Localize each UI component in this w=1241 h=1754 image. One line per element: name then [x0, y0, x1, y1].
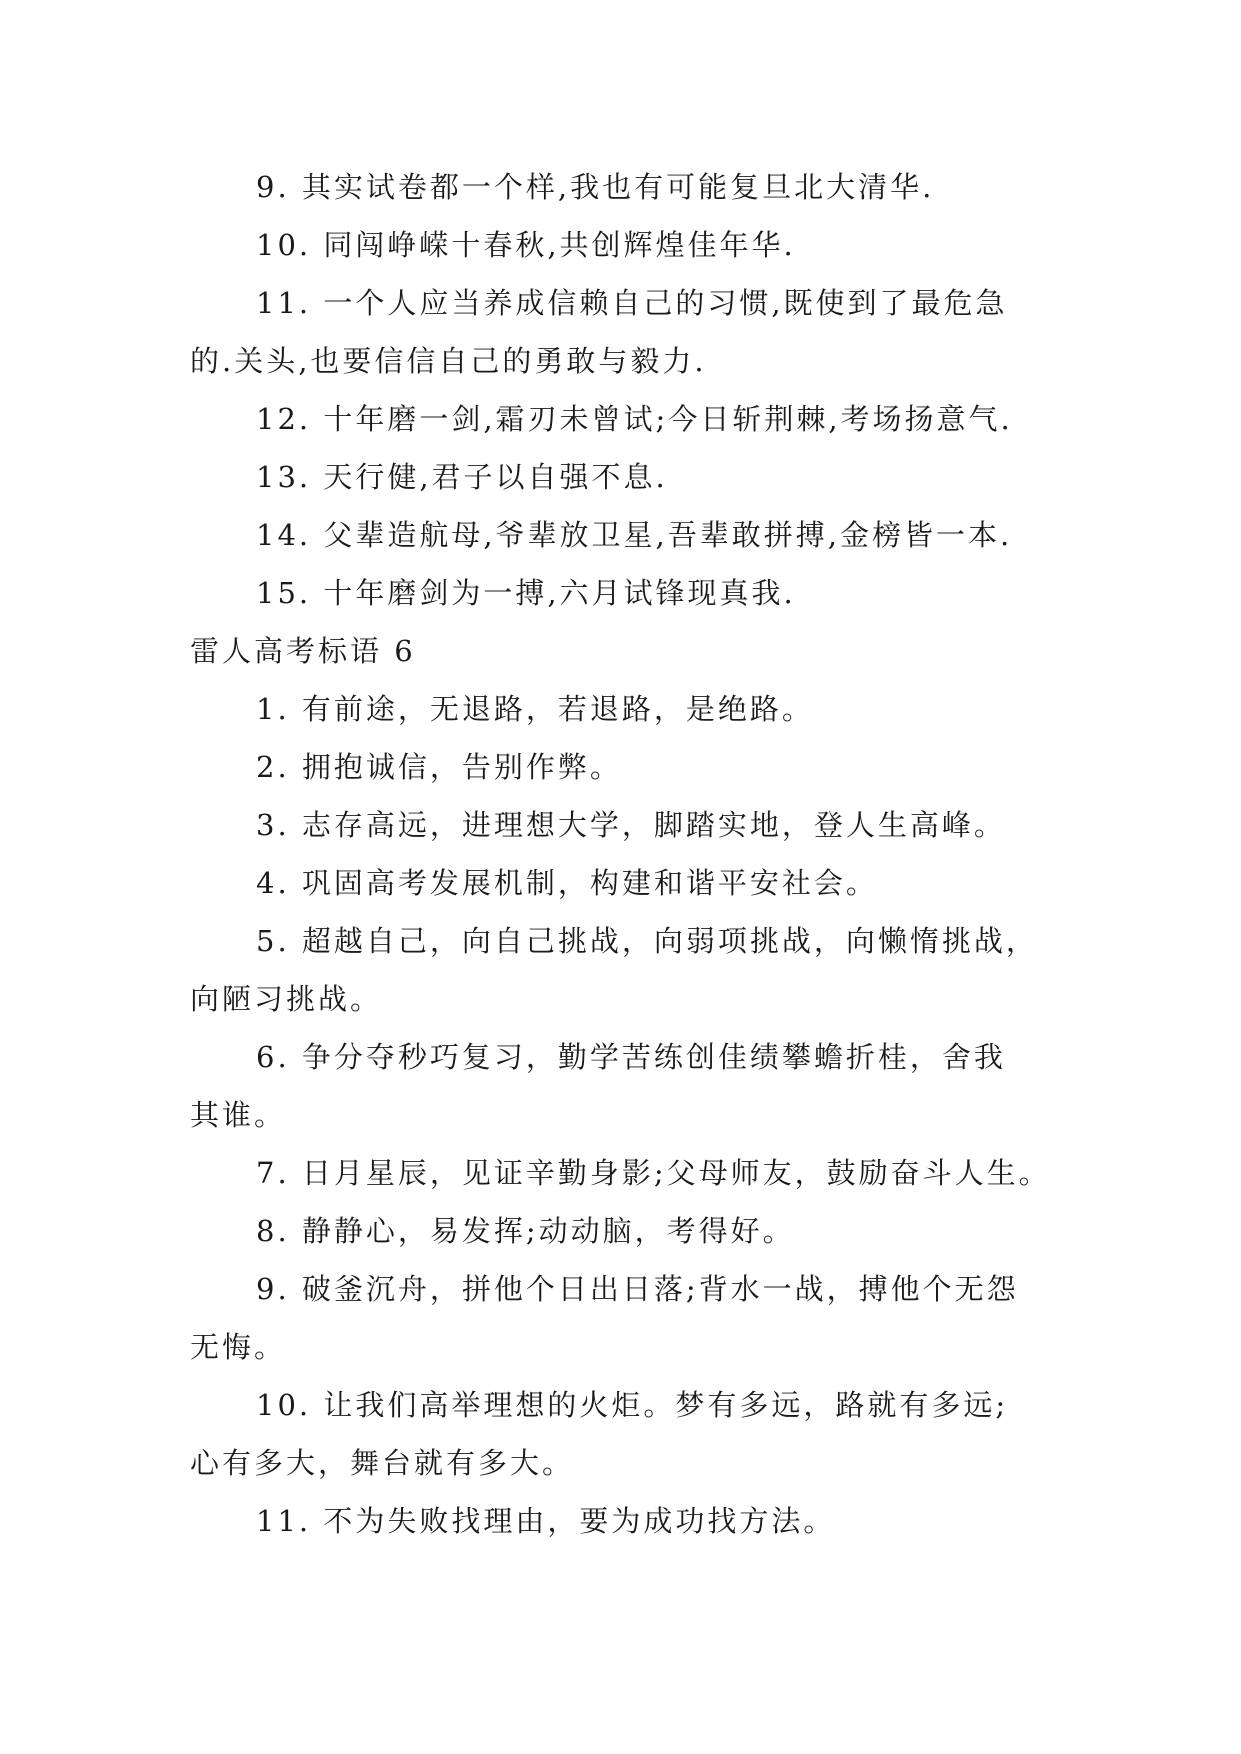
list-item: 14. 父辈造航母,爷辈放卫星,吾辈敢拼搏,金榜皆一本.	[256, 518, 1013, 552]
list-item-continuation: 的.关头,也要信信自己的勇敢与毅力.	[190, 344, 707, 378]
list-item: 5. 超越自己，向自己挑战，向弱项挑战，向懒惰挑战，	[256, 924, 1038, 958]
list-item: 11. 不为失败找理由，要为成功找方法。	[256, 1504, 836, 1538]
section-heading: 雷人高考标语 6	[190, 634, 416, 668]
list-item: 8. 静静心，易发挥;动动脑，考得好。	[256, 1214, 795, 1248]
list-item: 3. 志存高远，进理想大学，脚踏实地，登人生高峰。	[256, 808, 1006, 842]
list-item: 13. 天行健,君子以自强不息.	[256, 460, 668, 494]
list-item: 2. 拥抱诚信，告别作弊。	[256, 750, 622, 784]
list-item: 15. 十年磨剑为一搏,六月试锋现真我.	[256, 576, 796, 610]
list-item: 9. 破釜沉舟，拼他个日出日落;背水一战，搏他个无怨	[256, 1272, 1019, 1306]
list-item: 1. 有前途，无退路，若退路，是绝路。	[256, 692, 814, 726]
list-item: 4. 巩固高考发展机制，构建和谐平安社会。	[256, 866, 878, 900]
list-item-continuation: 其谁。	[190, 1098, 287, 1132]
list-item: 9. 其实试卷都一个样,我也有可能复旦北大清华.	[256, 170, 935, 204]
list-item-continuation: 心有多大，舞台就有多大。	[190, 1446, 575, 1480]
list-item-continuation: 无悔。	[190, 1330, 287, 1364]
list-item: 11. 一个人应当养成信赖自己的习惯,既使到了最危急	[256, 286, 1008, 320]
list-item: 7. 日月星辰，见证辛勤身影;父母师友，鼓励奋斗人生。	[256, 1156, 1051, 1190]
list-item: 12. 十年磨一剑,霜刃未曾试;今日斩荆棘,考场扬意气.	[256, 402, 1013, 436]
list-item: 10. 同闯峥嵘十春秋,共创辉煌佳年华.	[256, 228, 796, 262]
list-item: 6. 争分夺秒巧复习，勤学苦练创佳绩攀蟾折桂，舍我	[256, 1040, 1006, 1074]
list-item: 10. 让我们高举理想的火炬。梦有多远，路就有多远;	[256, 1388, 1009, 1422]
list-item-continuation: 向陋习挑战。	[190, 982, 383, 1016]
